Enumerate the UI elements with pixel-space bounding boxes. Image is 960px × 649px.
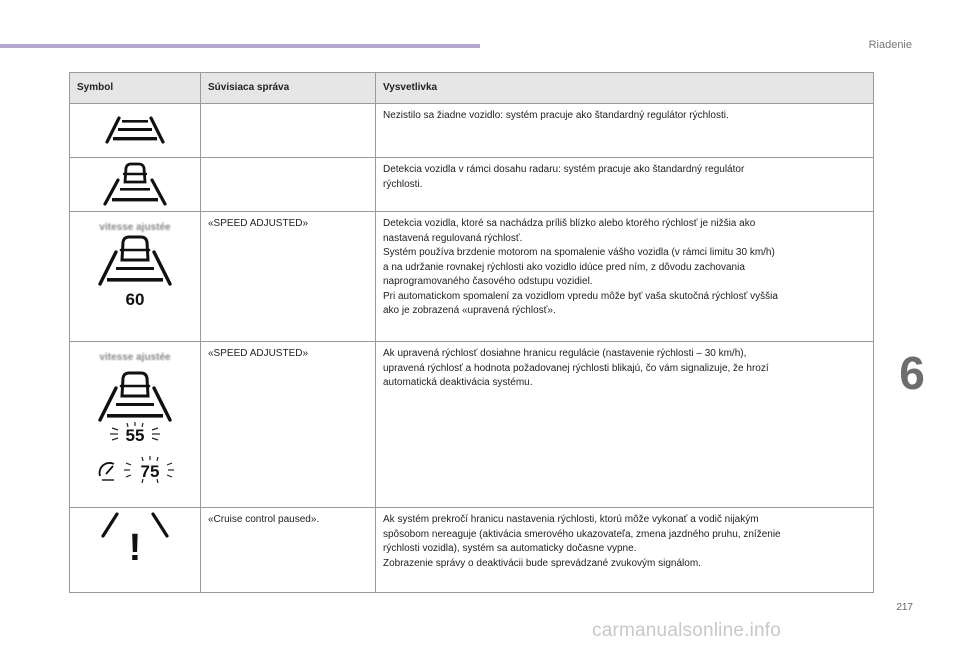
warning-paused-icon xyxy=(85,508,185,568)
table-header-row xyxy=(70,73,874,104)
explanation-cell xyxy=(376,158,874,212)
explanation-cell xyxy=(376,212,874,342)
explanation-line: naprogramovaného časového odstupu vozidiel. xyxy=(383,276,593,287)
watermark: carmanualsonline.info xyxy=(592,620,782,641)
column-header-message: Súvisiaca správa xyxy=(201,73,376,104)
page-number: 217 xyxy=(896,602,913,613)
explanation-line: Detekcia vozidla, ktoré sa nachádza príliš blízko alebo ktorého rýchlosť je nižšia ako xyxy=(383,218,756,229)
explanation-line: rýchlosti vozidla), systém sa automaticky dočasne vypne. xyxy=(383,543,637,554)
column-header-explanation: Vysvetlivka xyxy=(376,73,874,104)
explanation-line: upravená rýchlosť a hodnota požadovanej rýchlosti blikajú, čo vám signalizuje, že hrozí xyxy=(383,362,769,374)
explanation-line: Systém používa brzdenie motorom na spomalenie vášho vozidla (v rámci limitu 30 km/h) xyxy=(383,247,775,258)
adjusted-speed-value: 60 xyxy=(125,290,145,309)
symbol-cell xyxy=(70,508,201,593)
exclamation-glyph: ! xyxy=(128,527,142,568)
message-cell: «SPEED ADJUSTED» xyxy=(201,342,376,508)
adjusted-speed-value: 55 xyxy=(125,426,145,445)
section-title: Riadenie xyxy=(868,39,912,51)
table-row xyxy=(70,508,874,593)
speed-limit-icon xyxy=(80,342,190,506)
message-cell: «Cruise control paused». xyxy=(201,508,376,593)
table-row xyxy=(70,158,874,212)
explanation-line: Ak systém prekročí hranicu nastavenia rýchlosti, ktorú môže vykonať a vodič nijakým xyxy=(383,514,759,525)
message-cell: «SPEED ADJUSTED» xyxy=(201,212,376,342)
table-row xyxy=(70,212,874,342)
explanation-line: nastavená regulovaná rýchlosť. xyxy=(383,232,523,244)
speed-adjusted-caption: vitesse ajustée xyxy=(99,352,171,363)
symbol-cell xyxy=(70,342,201,508)
explanation-line: Nezistilo sa žiadne vozidlo: systém pracuje ako štandardný regulátor rýchlosti. xyxy=(383,110,729,121)
message-cell xyxy=(201,158,376,212)
vehicle-detected-icon xyxy=(85,158,185,210)
explanation-cell xyxy=(376,104,874,158)
chapter-number: 6 xyxy=(899,347,925,399)
explanation-cell xyxy=(376,342,874,508)
message-cell xyxy=(201,104,376,158)
explanation-line: a na udržanie rovnakej rýchlosti ako vozidlo idúce pred ním, z dôvodu zachovania xyxy=(383,261,745,273)
column-header-symbol: Symbol xyxy=(70,73,201,104)
explanation-line: ako je zobrazená «upravená rýchlosť». xyxy=(383,305,556,316)
set-speed-value: 75 xyxy=(140,462,160,481)
table-row xyxy=(70,342,874,508)
explanation-line: rýchlosti. xyxy=(383,178,423,190)
explanation-line: spôsobom nereaguje (aktivácia smerového ukazovateľa, zmena jazdného pruhu, zníženie xyxy=(383,528,781,540)
speed-adjusted-icon xyxy=(80,212,190,340)
symbol-cell xyxy=(70,104,201,158)
explanation-line: Pri automatickom spomalení za vozidlom vpredu môže byť vaša skutočná rýchlosť vyššia xyxy=(383,290,778,302)
symbol-table xyxy=(69,72,874,593)
speed-adjusted-caption: vitesse ajustée xyxy=(99,222,171,233)
explanation-line: Ak upravená rýchlosť dosiahne hranicu regulácie (nastavenie rýchlosti – 30 km/h), xyxy=(383,348,747,359)
explanation-line: Zobrazenie správy o deaktivácii bude sprevádzané zvukovým signálom. xyxy=(383,557,701,569)
symbol-cell xyxy=(70,212,201,342)
table-row xyxy=(70,104,874,158)
explanation-line: automatická deaktivácia systému. xyxy=(383,377,533,388)
lane-lines-icon xyxy=(85,104,185,154)
explanation-line: Detekcia vozidla v rámci dosahu radaru: systém pracuje ako štandardný regulátor xyxy=(383,164,745,175)
header-accent-bar xyxy=(0,44,480,48)
symbol-cell xyxy=(70,158,201,212)
explanation-cell xyxy=(376,508,874,593)
